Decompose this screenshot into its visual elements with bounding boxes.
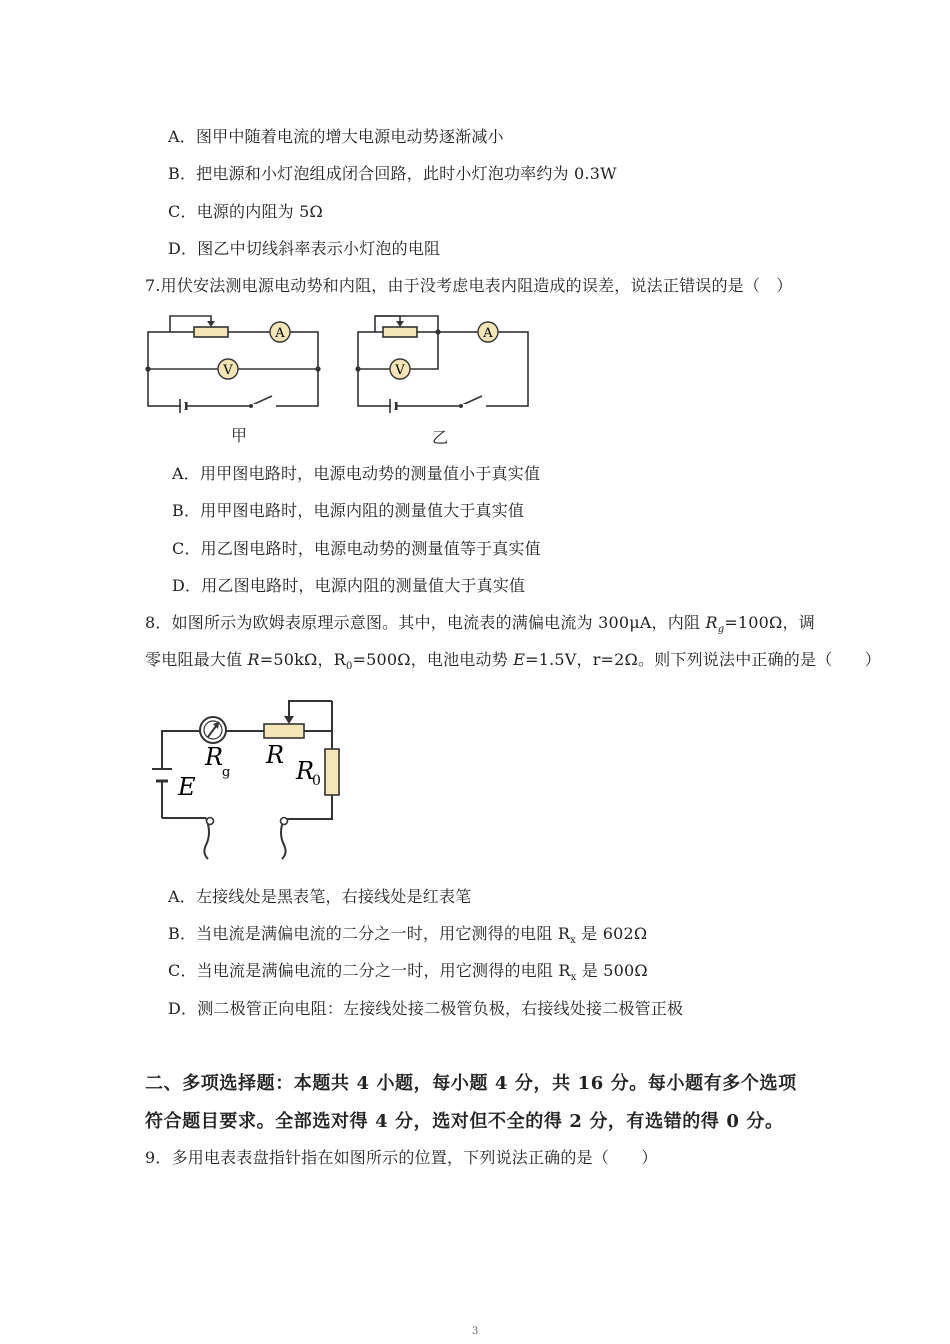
section2-heading-line1: 二、多项选择题：本题共 4 小题，每小题 4 分，共 16 分。每小题有多个选项 (145, 1073, 797, 1094)
q8-option-c-prefix: C．当电流是满偏电流的二分之一时，用它测得的电阻 R (168, 961, 571, 980)
q7-stem: 7.用伏安法测电源电动势和内阻，由于没考虑电表内阻造成的误差，说法正错误的是（ ） (145, 276, 793, 295)
q8-stem-r-symbol: R (247, 650, 260, 669)
q8-fig-r0-sub: 0 (312, 773, 321, 789)
q6-option-d: D．图乙中切线斜率表示小灯泡的电阻 (168, 239, 441, 258)
q8-option-a: A．左接线处是黑表笔，右接线处是红表笔 (168, 887, 472, 906)
voltmeter-label-left: V (223, 363, 233, 378)
q7-option-c: C．用乙图电路时，电源电动势的测量值等于真实值 (172, 539, 541, 558)
q8-option-c-sub: x (570, 972, 577, 984)
q8-stem-r0-sub: 0 (345, 661, 353, 673)
q6-option-c: C．电源的内阻为 5Ω (168, 202, 323, 221)
q8-option-b (168, 921, 647, 946)
q7-option-b: B．用甲图电路时，电源内阻的测量值大于真实值 (172, 501, 525, 520)
q8-stem-line2-p1: 零电阻最大值 (145, 650, 248, 669)
q8-option-d: D．测二极管正向电阻：左接线处接二极管负极，右接线处接二极管正极 (168, 999, 684, 1018)
q8-stem-line1 (145, 610, 815, 635)
q8-fig-rg-sub: g (222, 765, 231, 780)
voltmeter-label-right: V (395, 363, 405, 378)
q8-fig-e-label: E (178, 773, 196, 801)
page-number: 3 (472, 1326, 479, 1337)
section2-heading-line2: 符合题目要求。全部选对得 4 分，选对但不全的得 2 分，有选错的得 0 分。 (145, 1111, 784, 1132)
q8-option-b-suffix: 是 602Ω (575, 924, 648, 943)
q8-option-c-suffix: 是 500Ω (576, 961, 648, 980)
q8-stem-line1-suffix: =100Ω，调 (724, 613, 815, 632)
q8-option-c (168, 958, 648, 983)
q6-option-b: B．把电源和小灯泡组成闭合回路，此时小灯泡功率约为 0.3W (168, 164, 617, 183)
q8-stem-line2-p3: =500Ω，电池电动势 (352, 650, 514, 669)
q8-stem-line2-p2: =50kΩ，R (259, 650, 346, 669)
q7-figure-label-jia: 甲 (231, 426, 248, 445)
q8-stem-line2 (145, 647, 881, 672)
q9-stem: 9．多用电表表盘指针指在如图所示的位置，下列说法正确的是（ ） (145, 1148, 658, 1167)
q8-stem-line2-p4: =1.5V，r=2Ω。则下列说法中正确的是（ ） (525, 650, 882, 669)
q8-stem-rg-symbol: R (705, 613, 718, 632)
q8-stem-e-symbol: E (513, 650, 526, 669)
q7-option-d: D．用乙图电路时，电源内阻的测量值大于真实值 (172, 576, 526, 595)
q8-option-b-prefix: B．当电流是满偏电流的二分之一时，用它测得的电阻 R (168, 924, 571, 943)
q8-option-b-sub: x (570, 935, 576, 947)
q8-fig-r0-label: R (296, 757, 315, 785)
q8-ohmmeter-circuit (150, 693, 360, 863)
q8-stem-line1-prefix: 8．如图所示为欧姆表原理示意图。其中，电流表的满偏电流为 300μA，内阻 (145, 613, 706, 632)
q7-option-a: A．用甲图电路时，电源电动势的测量值小于真实值 (172, 464, 541, 483)
ammeter-label-left: A (275, 326, 285, 341)
q8-fig-r-label: R (266, 741, 285, 769)
ammeter-label-right: A (483, 326, 493, 341)
q7-circuit-diagrams (140, 306, 540, 416)
q7-figure-label-yi: 乙 (432, 428, 449, 447)
q6-option-a: A．图甲中随着电流的增大电源电动势逐渐减小 (168, 127, 504, 146)
q8-fig-rg-label: R (205, 743, 224, 771)
q8-stem-rg-sub: g (717, 624, 725, 636)
